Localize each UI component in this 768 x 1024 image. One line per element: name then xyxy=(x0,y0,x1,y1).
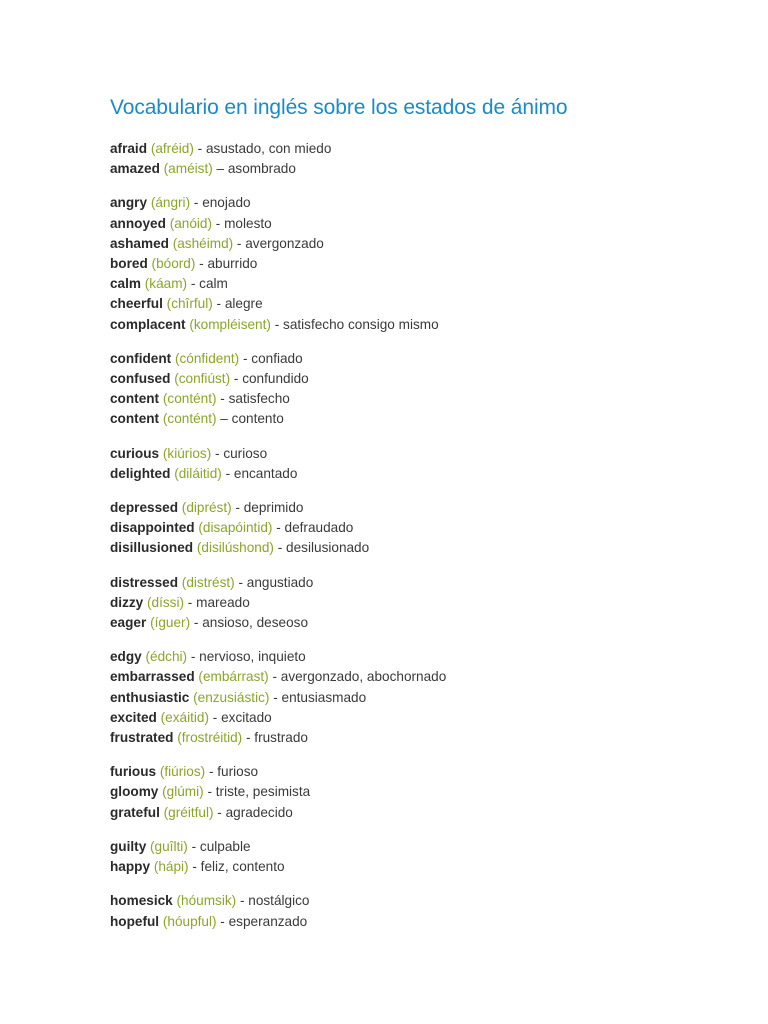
separator: - xyxy=(212,296,225,312)
pronunciation: (ashéimd) xyxy=(172,235,234,251)
vocabulary-entry xyxy=(110,837,730,857)
vocabulary-entry xyxy=(110,159,730,179)
separator: - xyxy=(236,893,249,909)
pronunciation: (édchi) xyxy=(145,649,188,665)
english-word: delighted xyxy=(110,465,171,481)
spanish-meaning: asustado, con miedo xyxy=(205,141,332,156)
spanish-meaning: triste, pesimista xyxy=(215,784,311,800)
separator: - xyxy=(230,371,243,387)
separator: - xyxy=(269,689,282,705)
english-word: afraid xyxy=(110,141,148,156)
spanish-meaning: desilusionado xyxy=(286,540,370,556)
separator: - xyxy=(211,445,224,461)
vocabulary-entry xyxy=(110,274,730,294)
spanish-meaning: contento xyxy=(231,411,284,427)
separator: - xyxy=(212,215,225,231)
pronunciation: (fiúrios) xyxy=(159,764,206,780)
vocabulary-entry xyxy=(110,782,730,802)
pronunciation: (gréitful) xyxy=(163,804,214,820)
pronunciation: (diprést) xyxy=(181,500,232,516)
english-word: guilty xyxy=(110,838,147,854)
vocabulary-entry xyxy=(110,647,730,667)
english-word: depressed xyxy=(110,500,179,516)
english-word: homesick xyxy=(110,893,173,909)
english-word: amazed xyxy=(110,161,160,177)
vocabulary-entry xyxy=(110,857,730,877)
pronunciation: (íguer) xyxy=(150,615,191,631)
separator: - xyxy=(272,520,285,536)
vocabulary-group xyxy=(110,573,730,634)
english-word: happy xyxy=(110,859,151,875)
spanish-meaning: aburrido xyxy=(207,256,258,272)
spanish-meaning: furioso xyxy=(217,764,259,780)
vocabulary-group xyxy=(110,444,730,484)
spanish-meaning: calm xyxy=(199,276,228,292)
english-word: frustrated xyxy=(110,730,174,746)
pronunciation: (disapóintid) xyxy=(198,520,273,536)
english-word: gloomy xyxy=(110,784,159,800)
spanish-meaning: excitado xyxy=(221,709,272,725)
english-word: embarrassed xyxy=(110,669,195,685)
separator: - xyxy=(216,913,229,929)
vocabulary-entry xyxy=(110,498,730,518)
vocabulary-group xyxy=(110,891,730,931)
spanish-meaning: enojado xyxy=(202,195,251,211)
english-word: bored xyxy=(110,256,148,272)
english-word: furious xyxy=(110,764,157,780)
vocabulary-entry xyxy=(110,803,730,823)
english-word: content xyxy=(110,391,160,407)
spanish-meaning: deprimido xyxy=(243,500,304,516)
english-word: edgy xyxy=(110,649,142,665)
english-word: ashamed xyxy=(110,235,169,251)
pronunciation: (afréid) xyxy=(150,141,194,156)
vocabulary-group xyxy=(110,762,730,823)
spanish-meaning: culpable xyxy=(199,838,251,854)
english-word: confused xyxy=(110,371,171,387)
pronunciation: (chîrful) xyxy=(166,296,213,312)
pronunciation: (confiúst) xyxy=(174,371,231,387)
english-word: disappointed xyxy=(110,520,195,536)
spanish-meaning: asombrado xyxy=(227,161,296,177)
vocabulary-entry xyxy=(110,891,730,911)
spanish-meaning: nervioso, inquieto xyxy=(199,649,306,665)
separator: - xyxy=(239,350,252,366)
vocabulary-entry xyxy=(110,193,730,213)
spanish-meaning: avergonzado xyxy=(245,235,324,251)
vocabulary-entry xyxy=(110,518,730,538)
page-title: Vocabulario en inglés sobre los estados de ánimo xyxy=(110,96,568,119)
vocabulary-group xyxy=(110,837,730,877)
separator: - xyxy=(193,141,206,156)
vocabulary-entry xyxy=(110,708,730,728)
english-word: cheerful xyxy=(110,296,163,312)
vocabulary-entry xyxy=(110,294,730,314)
english-word: eager xyxy=(110,615,147,631)
vocabulary-entry xyxy=(110,613,730,633)
separator: - xyxy=(209,709,222,725)
separator: - xyxy=(205,764,218,780)
pronunciation: (bóord) xyxy=(151,256,196,272)
pronunciation: (hápi) xyxy=(153,859,189,875)
pronunciation: (kiúrios) xyxy=(162,445,212,461)
spanish-meaning: mareado xyxy=(196,594,250,610)
spanish-meaning: angustiado xyxy=(246,574,314,590)
english-word: dizzy xyxy=(110,594,144,610)
spanish-meaning: entusiasmado xyxy=(281,689,367,705)
separator: - xyxy=(188,859,201,875)
vocabulary-list xyxy=(110,139,730,932)
vocabulary-entry xyxy=(110,254,730,274)
pronunciation: (embárrast) xyxy=(198,669,269,685)
spanish-meaning: encantado xyxy=(233,465,298,481)
pronunciation: (diláitid) xyxy=(174,465,222,481)
pronunciation: (ángri) xyxy=(150,195,191,211)
english-word: calm xyxy=(110,276,141,292)
separator: - xyxy=(216,391,229,407)
english-word: disillusioned xyxy=(110,540,194,556)
pronunciation: (enzusiástic) xyxy=(193,689,270,705)
separator: - xyxy=(273,540,287,556)
english-word: confident xyxy=(110,350,172,366)
vocabulary-entry xyxy=(110,464,730,484)
vocabulary-entry xyxy=(110,538,730,558)
vocabulary-entry xyxy=(110,234,730,254)
separator: - xyxy=(187,276,200,292)
spanish-meaning: avergonzado, abochornado xyxy=(280,669,447,685)
spanish-meaning: alegre xyxy=(224,296,263,312)
pronunciation: (contént) xyxy=(162,411,217,427)
spanish-meaning: defraudado xyxy=(284,520,354,536)
vocabulary-entry xyxy=(110,389,730,409)
pronunciation: (kompléisent) xyxy=(189,316,271,332)
spanish-meaning: satisfecho consigo mismo xyxy=(283,316,439,332)
vocabulary-group xyxy=(110,349,730,430)
pronunciation: (díssi) xyxy=(147,594,185,610)
english-word: distressed xyxy=(110,574,179,590)
pronunciation: (hóupful) xyxy=(162,913,217,929)
separator: - xyxy=(203,784,216,800)
vocabulary-group xyxy=(110,647,730,748)
separator: – xyxy=(212,161,228,177)
pronunciation: (frostréitid) xyxy=(177,730,243,746)
separator: - xyxy=(233,235,246,251)
vocabulary-entry xyxy=(110,688,730,708)
spanish-meaning: molesto xyxy=(224,215,272,231)
vocabulary-entry xyxy=(110,444,730,464)
vocabulary-entry xyxy=(110,728,730,748)
separator: - xyxy=(187,649,200,665)
spanish-meaning: confiado xyxy=(251,350,303,366)
pronunciation: (hóumsik) xyxy=(176,893,237,909)
separator: - xyxy=(221,465,234,481)
pronunciation: (guîlti) xyxy=(150,838,188,854)
separator: - xyxy=(187,838,200,854)
separator: – xyxy=(216,411,232,427)
vocabulary-entry xyxy=(110,762,730,782)
pronunciation: (distrést) xyxy=(181,574,235,590)
pronunciation: (anóid) xyxy=(169,215,213,231)
pronunciation: (disilúshond) xyxy=(196,540,274,556)
english-word: angry xyxy=(110,195,148,211)
english-word: complacent xyxy=(110,316,186,332)
english-word: hopeful xyxy=(110,913,160,929)
vocabulary-entry xyxy=(110,214,730,234)
spanish-meaning: curioso xyxy=(223,445,268,461)
vocabulary-entry xyxy=(110,369,730,389)
separator: - xyxy=(234,574,247,590)
pronunciation: (káam) xyxy=(144,276,188,292)
english-word: curious xyxy=(110,445,160,461)
vocabulary-group xyxy=(110,139,730,179)
pronunciation: (exáitid) xyxy=(160,709,209,725)
spanish-meaning: agradecido xyxy=(225,804,293,820)
vocabulary-group xyxy=(110,193,730,334)
pronunciation: (améist) xyxy=(163,161,213,177)
vocabulary-entry xyxy=(110,139,730,159)
vocabulary-entry xyxy=(110,349,730,369)
english-word: annoyed xyxy=(110,215,166,231)
vocabulary-entry xyxy=(110,667,730,687)
english-word: grateful xyxy=(110,804,160,820)
spanish-meaning: satisfecho xyxy=(228,391,290,407)
separator: - xyxy=(195,256,208,272)
document-page xyxy=(110,94,730,946)
pronunciation: (glúmi) xyxy=(162,784,204,800)
separator: - xyxy=(190,195,203,211)
spanish-meaning: feliz, contento xyxy=(200,859,285,875)
pronunciation: (cónfident) xyxy=(174,350,240,366)
separator: - xyxy=(242,730,255,746)
english-word: excited xyxy=(110,709,157,725)
spanish-meaning: confundido xyxy=(242,371,309,387)
vocabulary-entry xyxy=(110,593,730,613)
vocabulary-entry xyxy=(110,573,730,593)
vocabulary-entry xyxy=(110,409,730,429)
vocabulary-entry xyxy=(110,912,730,932)
spanish-meaning: esperanzado xyxy=(228,913,308,929)
pronunciation: (contént) xyxy=(162,391,217,407)
english-word: enthusiastic xyxy=(110,689,190,705)
spanish-meaning: ansioso, deseoso xyxy=(202,615,309,631)
vocabulary-entry xyxy=(110,315,730,335)
separator: - xyxy=(184,594,197,610)
separator: - xyxy=(231,500,244,516)
separator: - xyxy=(268,669,281,685)
spanish-meaning: frustrado xyxy=(254,730,308,746)
separator: - xyxy=(213,804,226,820)
vocabulary-group xyxy=(110,498,730,559)
english-word: content xyxy=(110,411,160,427)
separator: - xyxy=(190,615,203,631)
separator: - xyxy=(270,316,284,332)
spanish-meaning: nostálgico xyxy=(248,893,310,909)
